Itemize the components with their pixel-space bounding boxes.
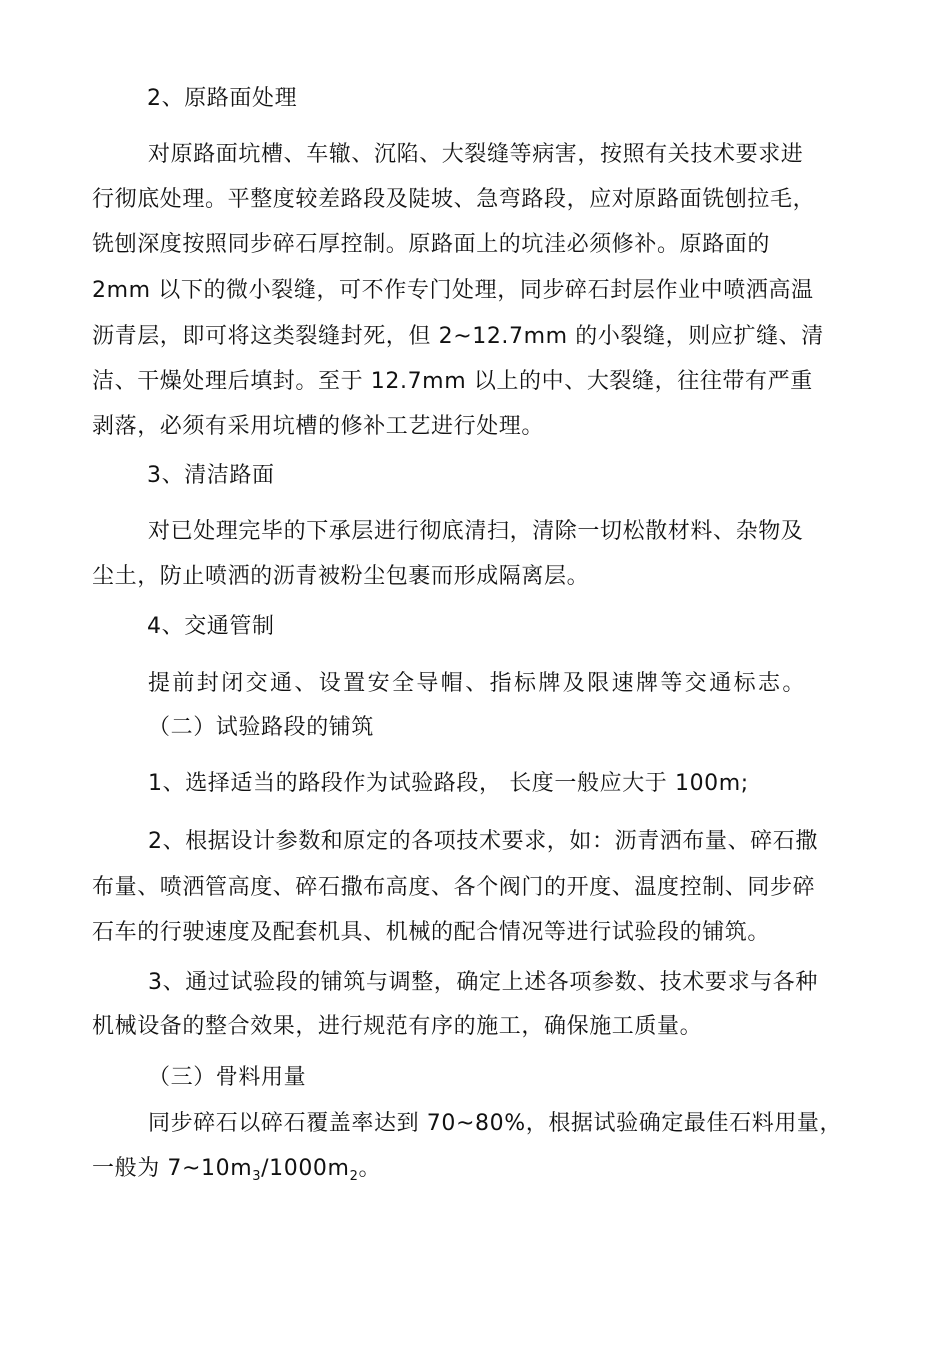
paragraph-line: 剥落，必须有采用坑槽的修补工艺进行处理。 <box>92 414 545 439</box>
subsection-heading-aggregate: （三）骨料用量 <box>148 1065 307 1090</box>
list-item-3-line: 3、通过试验段的铺筑与调整，确定上述各项参数、技术要求与各种 <box>148 970 818 995</box>
section-heading-clean-road: 3、清洁路面 <box>147 463 275 488</box>
paragraph-line: 同步碎石以碎石覆盖率达到 70~80%，根据试验确定最佳石料用量， <box>148 1111 843 1136</box>
paragraph-line: 行彻底处理。平整度较差路段及陡坡、急弯路段，应对原路面铣刨拉毛， <box>92 187 816 212</box>
aggregate-amount-suffix: 。 <box>358 1156 382 1181</box>
paragraph-line: 对已处理完毕的下承层进行彻底清扫，清除一切松散材料、杂物及 <box>148 519 804 544</box>
paragraph-line: 沥青层，即可将这类裂缝封死，但 2~12.7mm 的小裂缝，则应扩缝、清 <box>92 324 824 349</box>
list-item-2-line: 2、根据设计参数和原定的各项技术要求，如：沥青洒布量、碎石撒 <box>148 829 818 854</box>
subsection-heading-trial-section: （二）试验路段的铺筑 <box>148 715 375 740</box>
list-item-2-line: 石车的行驶速度及配套机具、机械的配合情况等进行试验段的铺筑。 <box>92 920 771 945</box>
section-heading-traffic-control: 4、交通管制 <box>147 614 275 639</box>
paragraph-line: 提前封闭交通、设置安全导帽、指标牌及限速牌等交通标志。 <box>148 671 807 696</box>
list-item-1: 1、选择适当的路段作为试验路段， 长度一般应大于 100m; <box>148 771 749 796</box>
aggregate-amount-line <box>92 1154 381 1187</box>
subscript-2: 2 <box>349 1169 359 1184</box>
aggregate-amount-mid: /1000m <box>261 1156 350 1181</box>
subscript-3: 3 <box>252 1169 262 1184</box>
paragraph-line: 尘土，防止喷洒的沥青被粉尘包裹而形成隔离层。 <box>92 564 590 589</box>
section-heading-road-treatment: 2、原路面处理 <box>147 86 298 111</box>
paragraph-line: 洁、干燥处理后填封。至于 12.7mm 以上的中、大裂缝，往往带有严重 <box>92 369 813 394</box>
aggregate-amount-prefix: 一般为 7~10m <box>92 1156 253 1181</box>
paragraph-line: 铣刨深度按照同步碎石厚控制。原路面上的坑洼必须修补。原路面的 <box>92 232 771 257</box>
list-item-3-line: 机械设备的整合效果，进行规范有序的施工，确保施工质量。 <box>92 1014 703 1039</box>
paragraph-line: 对原路面坑槽、车辙、沉陷、大裂缝等病害，按照有关技术要求进 <box>148 142 804 167</box>
paragraph-line: 2mm 以下的微小裂缝，可不作专门处理，同步碎石封层作业中喷洒高温 <box>92 278 814 303</box>
list-item-2-line: 布量、喷洒管高度、碎石撒布高度、各个阀门的开度、温度控制、同步碎 <box>92 875 816 900</box>
